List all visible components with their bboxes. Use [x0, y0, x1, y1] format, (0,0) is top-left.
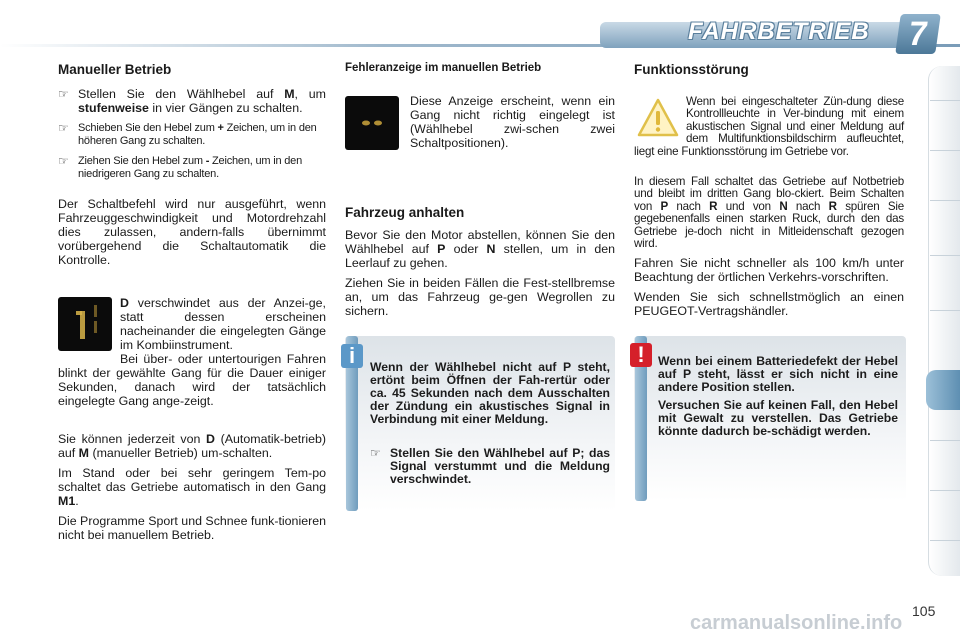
info-bullet: [370, 447, 610, 486]
hand-pointer-icon: ☞: [58, 121, 69, 135]
paragraph: [634, 176, 904, 250]
tab-divider: [930, 440, 960, 441]
page-number: 105: [912, 603, 936, 619]
warning-text-2: Versuchen Sie auf keinen Fall, den Hebel mit Gewalt zu verstellen. Das Getriebe könnte dadurch be-schädigt werden.: [658, 398, 898, 438]
bullet-text: in vier Gängen zu schalten.: [148, 101, 303, 115]
tab-active-chapter[interactable]: [926, 370, 960, 410]
gear-display-icon: [58, 297, 112, 351]
hand-pointer-icon: ☞: [370, 446, 381, 460]
text: spüren Sie gegebenenfalls einen starken Ruck, durch den das Getriebe je-doch nicht in Mitleidenschaft gezogen wird.: [634, 199, 904, 251]
tab-divider: [930, 150, 960, 151]
bullet-text: Schieben Sie den Hebel zum: [78, 122, 218, 134]
bold-text: R: [709, 199, 718, 213]
text: und von: [717, 199, 780, 213]
left-column: [58, 62, 326, 267]
text: (Automatik-betrieb) auf: [58, 432, 326, 460]
text: Wenn bei eingeschalteter Zün-dung diese Kontrollleuchte in Ver-bindung mit einem akustischen Signal und einer Meldung auf dem Multifunktionsbildschirm aufleuchtet, liegt eine Funktionsstörung im Getriebe vor.: [634, 95, 904, 158]
bold-text: P: [660, 199, 669, 213]
text: nach: [668, 199, 710, 213]
bullet-text: Ziehen Sie den Hebel zum: [78, 155, 206, 167]
tab-divider: [930, 540, 960, 541]
error-text: Diese Anzeige erscheint, wenn ein Gang nicht richtig eingelegt ist (Wählhebel zwi-schen zwei Schaltpositionen).: [410, 94, 615, 150]
bold-text: R: [828, 199, 837, 213]
paragraph: Ziehen Sie in beiden Fällen die Fest-stellbremse an, um das Fahrzeug ge-gen Wegrollen zu sichern.: [345, 276, 615, 318]
bold-text: N: [486, 242, 496, 256]
watermark: carmanualsonline.info: [690, 612, 903, 634]
chapter-number: 7: [895, 14, 941, 54]
error-display-icon: [345, 96, 399, 150]
bullet-text: Zeichen, um in den niedrigeren Gang zu schalten.: [78, 155, 302, 180]
tab-divider: [930, 100, 960, 101]
paragraph: Wenden Sie sich schnellstmöglich an einen PEUGEOT-Vertragshändler.: [634, 290, 904, 319]
tab-divider: [930, 255, 960, 256]
paragraph: [345, 228, 615, 270]
bullet-bold: stufenweise: [78, 101, 149, 115]
paragraph: [58, 466, 326, 508]
bullet-text: Stellen Sie den Wählhebel auf: [78, 87, 285, 101]
section-heading-manual: Manueller Betrieb: [58, 62, 172, 77]
d-mode-text: [120, 296, 326, 352]
right-column-lower: [634, 176, 904, 318]
page-title: FAHRBETRIEB: [688, 18, 870, 45]
info-bullet-text: Stellen Sie den Wählhebel auf P; das Signal verstummt und die Meldung verschwindet.: [390, 446, 610, 486]
bullet-item: [58, 87, 326, 115]
paragraph-over-under: Bei über- oder untertourigen Fahren blinkt der gewählte Gang für die Dauer einiger Sekunden, danach wird der tatsächlich eingelegte Gang ange-zeigt.: [58, 352, 326, 408]
bold-text: D: [120, 296, 129, 310]
warning-icon: !: [630, 343, 652, 367]
tab-divider: [930, 200, 960, 201]
tab-divider: [930, 310, 960, 311]
tab-divider: [930, 490, 960, 491]
paragraph: Der Schaltbefehl wird nur ausgeführt, wenn Fahrzeuggeschwindigkeit und Motordrehzahl dies zulassen, andern-falls übernimmt vorübergehend die Schaltautomatik die Kontrolle.: [58, 197, 326, 267]
text: verschwindet aus der Anzei-ge, statt dessen erscheinen nacheinander die eingelegten Gänge im Kombiinstrument.: [120, 296, 326, 352]
section-heading-error: Fehleranzeige im manuellen Betrieb: [345, 62, 542, 74]
bullet-bold: -: [205, 155, 210, 167]
bold-text: M: [78, 446, 89, 460]
text: nach: [787, 199, 829, 213]
fault-warning-text: [634, 96, 904, 158]
text: In diesem Fall schaltet das Getriebe auf Notbetrieb und bleibt im dritten Gang blo-ckiert. Beim Schalten von: [634, 175, 904, 213]
left-column-lower: [58, 432, 326, 542]
info-icon: i: [341, 344, 363, 368]
bold-text: M1: [58, 494, 76, 508]
bold-text: P: [437, 242, 446, 256]
text: stellen, um in den Leerlauf zu gehen.: [345, 242, 615, 270]
hand-pointer-icon: ☞: [58, 154, 69, 168]
section-heading-fault: [634, 62, 904, 77]
bullet-item: [58, 155, 326, 181]
bullet-text: , um: [294, 87, 326, 101]
bullet-bold: M: [284, 87, 295, 101]
chapter-tabs: [928, 66, 960, 576]
text: oder: [445, 242, 487, 256]
text: .: [75, 494, 79, 508]
paragraph: Die Programme Sport und Schnee funk-tionieren nicht bei manuellem Betrieb.: [58, 514, 326, 542]
section-heading-stop: Fahrzeug anhalten: [345, 205, 465, 220]
bold-text: D: [206, 432, 215, 446]
text: Im Stand oder bei sehr geringem Tem-po schaltet das Getriebe automatisch in den Gang: [58, 466, 326, 494]
text: Bevor Sie den Motor abstellen, können Sie den Wählhebel auf: [345, 228, 615, 256]
hand-pointer-icon: ☞: [58, 87, 69, 101]
text: (manueller Betrieb) um-schalten.: [89, 446, 273, 460]
paragraph: [58, 432, 326, 460]
text: Sie können jederzeit von: [58, 432, 207, 446]
gear-display-icon: [58, 297, 112, 351]
bullet-item: [58, 122, 326, 148]
heading-text: Funktionsstörung: [634, 62, 749, 77]
middle-column-stop: [345, 205, 615, 318]
bullet-bold: +: [217, 122, 224, 134]
warning-text-1: Wenn bei einem Batteriedefekt der Hebel auf P steht, lässt er sich nicht in eine andere Position stellen.: [658, 354, 898, 394]
paragraph: Fahren Sie nicht schneller als 100 km/h unter Beachtung der örtlichen Verkehrs-vorschriften.: [634, 256, 904, 285]
info-text: Wenn der Wählhebel nicht auf P steht, ertönt beim Öffnen der Fah-rertür oder ca. 45 Sekunden nach dem Ausschalten der Zündung ein akustisches Signal in Verbindung mit einer Meldung.: [370, 360, 610, 426]
bold-text: N: [779, 199, 788, 213]
bullet-text: Zeichen, um in den höheren Gang zu schalten.: [78, 122, 317, 147]
error-display-icon: [345, 96, 399, 150]
float-spacer: [634, 96, 686, 144]
